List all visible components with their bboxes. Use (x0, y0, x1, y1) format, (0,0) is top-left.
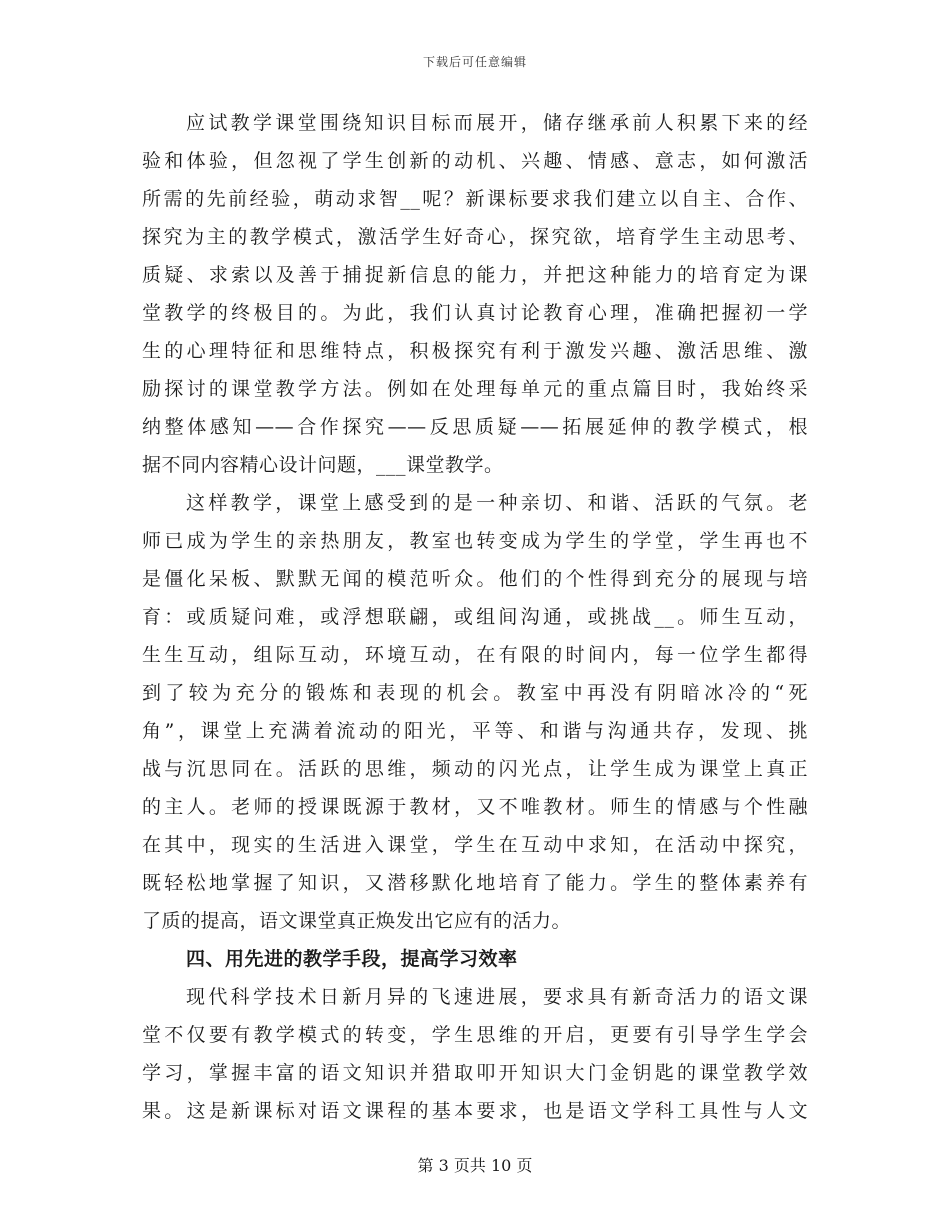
page-header: 下载后可任意编辑 (422, 55, 527, 69)
paragraph-line: 这样教学，课堂上感受到的是一种亲切、和谐、活跃的气氛。老 (186, 492, 808, 514)
paragraph-line: 到了较为充分的锻炼和表现的机会。教室中再没有阴暗冰冷的“死 (142, 682, 808, 704)
paragraph-line: 探究为主的教学模式，激活学生好奇心，探究欲，培育学生主动思考、 (142, 226, 808, 248)
paragraph-line: 堂不仅要有教学模式的转变，学生思维的开启，更要有引导学生学会 (142, 1024, 808, 1046)
section-heading: 四、用先进的教学手段，提高学习效率 (186, 948, 518, 970)
paragraph-line: 学习，掌握丰富的语文知识并猎取叩开知识大门金钥匙的课堂教学效 (142, 1062, 808, 1084)
paragraph-line: 角”，课堂上充满着流动的阳光，平等、和谐与沟通共存，发现、挑 (142, 720, 808, 742)
paragraph-line: 现代科学技术日新月异的飞速进展，要求具有新奇活力的语文课 (186, 986, 808, 1008)
paragraph-line: 堂教学的终极目的。为此，我们认真讨论教育心理，准确把握初一学 (142, 302, 808, 324)
paragraph-line: 励探讨的课堂教学方法。例如在处理每单元的重点篇目时，我始终采 (142, 378, 808, 400)
page-footer: 第 3 页共 10 页 (417, 1156, 533, 1175)
paragraph-line: 质疑、求索以及善于捕捉新信息的能力，并把这种能力的培育定为课 (142, 264, 808, 286)
paragraph-line: 应试教学课堂围绕知识目标而展开，储存继承前人积累下来的经 (186, 112, 808, 134)
paragraph-line: 验和体验，但忽视了学生创新的动机、兴趣、情感、意志，如何激活 (142, 150, 808, 172)
document-body (142, 104, 808, 1130)
paragraph-line: 纳整体感知——合作探究——反思质疑——拓展延伸的教学模式，根 (142, 416, 808, 438)
paragraph-line: 在其中，现实的生活进入课堂，学生在互动中求知，在活动中探究， (142, 834, 808, 856)
paragraph-line: 了质的提高，语文课堂真正焕发出它应有的活力。 (142, 910, 572, 932)
paragraph-line: 生生互动，组际互动，环境互动，在有限的时间内，每一位学生都得 (142, 644, 808, 666)
paragraph-line: 既轻松地掌握了知识，又潜移默化地培育了能力。学生的整体素养有 (142, 872, 808, 894)
paragraph-line: 所需的先前经验，萌动求智__呢？新课标要求我们建立以自主、合作、 (142, 188, 808, 210)
paragraph-line: 的主人。老师的授课既源于教材，又不唯教材。师生的情感与个性融 (142, 796, 808, 818)
paragraph-line: 果。这是新课标对语文课程的基本要求，也是语文学科工具性与人文 (142, 1100, 808, 1122)
paragraph-line: 战与沉思同在。活跃的思维，频动的闪光点，让学生成为课堂上真正 (142, 758, 808, 780)
paragraph-line: 据不同内容精心设计问题，___课堂教学。 (142, 454, 504, 476)
paragraph-line: 生的心理特征和思维特点，积极探究有利于激发兴趣、激活思维、激 (142, 340, 808, 362)
paragraph-line: 育：或质疑问难，或浮想联翩，或组间沟通，或挑战__。师生互动， (142, 606, 808, 628)
paragraph-line: 是僵化呆板、默默无闻的模范听众。他们的个性得到充分的展现与培 (142, 568, 808, 590)
paragraph-line: 师已成为学生的亲热朋友，教室也转变成为学生的学堂，学生再也不 (142, 530, 808, 552)
